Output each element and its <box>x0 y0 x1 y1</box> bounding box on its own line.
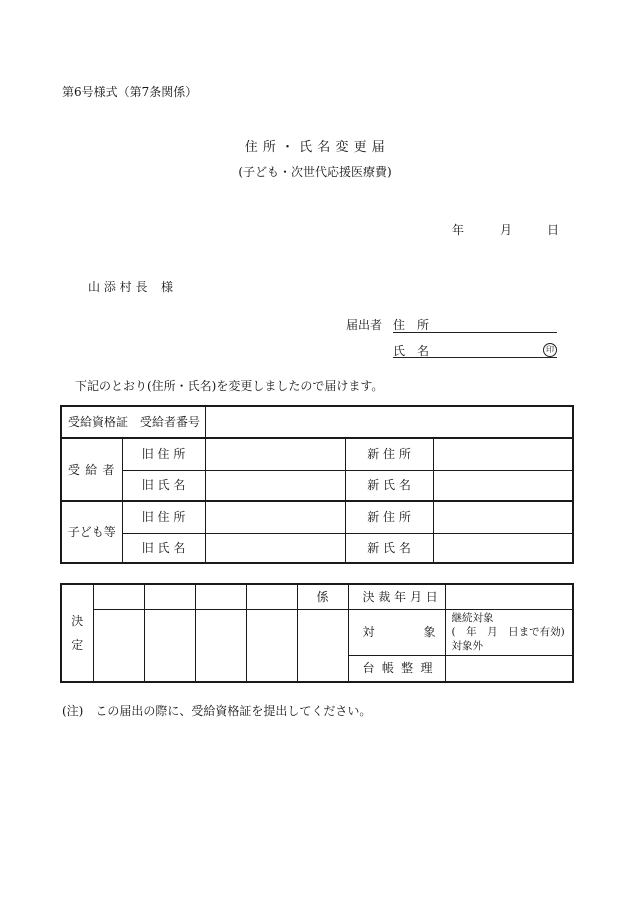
approval-stamp-box-4 <box>246 609 297 682</box>
child-old-name-label: 旧 氏 名 <box>122 533 205 563</box>
form-number: 第6号様式（第7条関係） <box>62 85 198 99</box>
seal-mark-icon: 印 <box>543 343 557 357</box>
staff-label: 係 <box>297 584 348 609</box>
date-month-label: 月 <box>500 223 513 237</box>
addressee-name: 山 添 村 長 <box>88 280 148 294</box>
date-year-label: 年 <box>452 223 465 237</box>
approval-stamp-box-1 <box>93 609 144 682</box>
ledger-field <box>445 655 573 682</box>
recipient-old-address-label: 旧 住 所 <box>122 438 205 470</box>
recipient-name-row <box>61 470 573 501</box>
staff-stamp-box <box>297 609 348 682</box>
decision-header-row <box>61 584 573 609</box>
approval-stamp-box-3 <box>195 609 246 682</box>
approval-header-box-2 <box>144 584 195 609</box>
recipient-new-address-field <box>433 438 573 470</box>
decision-label <box>61 584 93 682</box>
child-old-address-field <box>205 501 345 533</box>
approval-header-box-1 <box>93 584 144 609</box>
recipient-new-name-field <box>433 470 573 501</box>
child-address-row <box>61 501 573 533</box>
option-valid-until: ( 年 月 日まで有効) <box>451 626 565 638</box>
addressee-honorific: 様 <box>161 280 174 294</box>
decision-label-top: 決 <box>71 614 84 628</box>
form-subtitle: (子ども・次世代応援医療費) <box>238 165 392 179</box>
child-new-name-field <box>433 533 573 563</box>
applicant-address-line <box>393 332 557 333</box>
decision-eligibility-row <box>61 609 573 655</box>
applicant-address-label: 住 所 <box>393 318 430 332</box>
option-continued-eligible: 継続対象 <box>451 612 494 624</box>
certificate-number-field <box>205 406 573 438</box>
form-title: 住 所 ・ 氏 名 変 更 届 <box>244 140 386 155</box>
recipient-new-address-label: 新 住 所 <box>345 438 433 470</box>
child-old-address-label: 旧 住 所 <box>122 501 205 533</box>
child-new-name-label: 新 氏 名 <box>345 533 433 563</box>
eligibility-label: 対 象 <box>348 609 445 655</box>
child-group-label: 子ども等 <box>61 501 122 563</box>
approval-stamp-box-2 <box>144 609 195 682</box>
child-new-address-field <box>433 501 573 533</box>
child-new-address-label: 新 住 所 <box>345 501 433 533</box>
applicant-label: 届出者 <box>346 318 383 332</box>
approval-header-box-4 <box>246 584 297 609</box>
footer-note: (注) この届出の際に、受給資格証を提出してください。 <box>62 704 372 718</box>
applicant-name-label: 氏 名 <box>393 344 430 358</box>
recipient-address-row <box>61 438 573 470</box>
recipient-old-name-field <box>205 470 345 501</box>
recipient-group-label: 受 給 者 <box>61 438 122 501</box>
approval-date-field <box>445 584 573 609</box>
date-day-label: 日 <box>547 223 560 237</box>
certificate-number-label: 受給資格証 受給者番号 <box>61 406 205 438</box>
eligibility-options <box>445 609 573 655</box>
option-not-eligible: 対象外 <box>451 640 483 652</box>
child-name-row <box>61 533 573 563</box>
ledger-label: 台 帳 整 理 <box>348 655 445 682</box>
decision-label-bottom: 定 <box>71 638 84 652</box>
recipient-old-address-field <box>205 438 345 470</box>
child-old-name-field <box>205 533 345 563</box>
recipient-old-name-label: 旧 氏 名 <box>122 470 205 501</box>
certificate-row <box>61 406 573 438</box>
applicant-name-line <box>393 357 557 358</box>
statement-text: 下記のとおり(住所・氏名)を変更しましたので届けます。 <box>75 379 384 393</box>
approval-header-box-3 <box>195 584 246 609</box>
decision-table <box>60 583 574 683</box>
recipient-new-name-label: 新 氏 名 <box>345 470 433 501</box>
approval-date-label: 決 裁 年 月 日 <box>348 584 445 609</box>
change-table <box>60 405 574 564</box>
